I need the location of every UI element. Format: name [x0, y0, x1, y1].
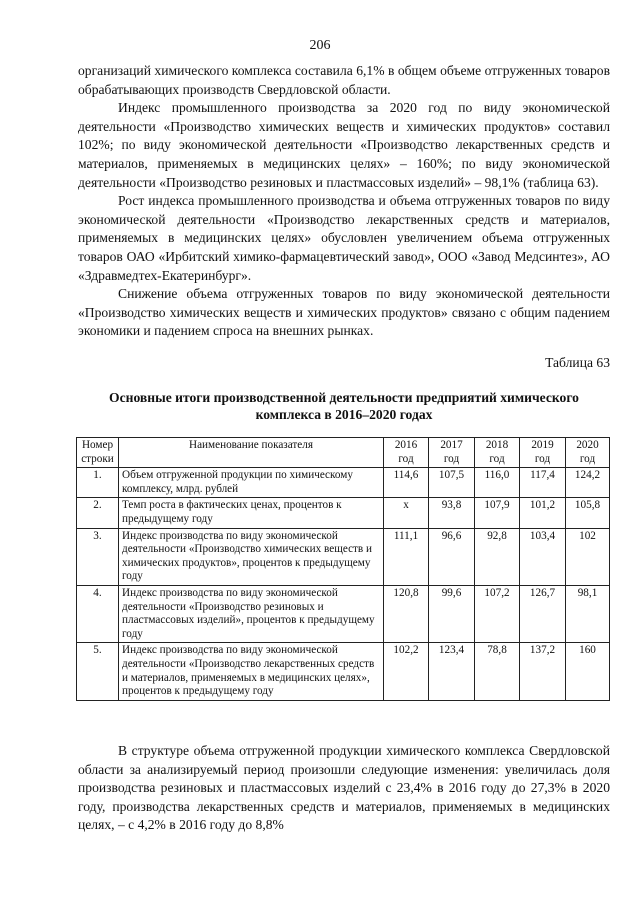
value-2017: 99,6 [429, 585, 475, 642]
row-indicator: Индекс производства по виду экономической деятельности «Производство лекарственных средств и материалов, применяемых в медицинских целях», процентов к предыдущему году [119, 643, 384, 700]
value-2016: 102,2 [384, 643, 429, 700]
value-2018: 107,2 [475, 585, 520, 642]
paragraph-5: В структуре объема отгруженной продукции химического комплекса Свердловской области за анализируемый период произошли следующие изменения: увеличилась доля производства резиновых и пластмассовых изделий с 23,4% в 2016 году до 27,3% в 2020 году, производства лекарственных средств и материалов, применяемых в медицинских целях, – с 4,2% в 2016 году до 8,8% [78, 743, 610, 833]
row-number: 3. [77, 528, 119, 585]
table-label: Таблица 63 [545, 355, 610, 370]
value-2017: 96,6 [429, 528, 475, 585]
value-2019: 137,2 [520, 643, 566, 700]
body-text-top [78, 62, 610, 341]
value-2020: 102 [566, 528, 610, 585]
value-2017: 93,8 [429, 498, 475, 528]
header-2020: 2020 год [566, 438, 610, 468]
row-number: 4. [77, 585, 119, 642]
paragraph-3: Рост индекса промышленного производства и объема отгруженных товаров по виду экономической деятельности «Производство лекарственных средств и материалов, применяемых в медицинских целях» обусловлен увеличением объема отгруженных товаров ОАО «Ирбитский химико-фармацевтический завод», ООО «Завод Медсинтез», АО «Здравмедтех-Екатеринбург». [78, 193, 610, 283]
table-header-row [77, 438, 610, 468]
value-2018: 78,8 [475, 643, 520, 700]
header-2019: 2019 год [520, 438, 566, 468]
paragraph-1: организаций химического комплекса составила 6,1% в общем объеме отгруженных товаров обрабатывающих производств Свердловской области. [78, 63, 610, 97]
value-2016: 120,8 [384, 585, 429, 642]
paragraph-4: Снижение объема отгруженных товаров по виду экономической деятельности «Производство химических веществ и химических продуктов» связано с общим падением экономики и падением спроса на внешних рынках. [78, 286, 610, 339]
row-number: 1. [77, 468, 119, 498]
header-2018: 2018 год [475, 438, 520, 468]
table-row [77, 528, 610, 585]
table-title: Основные итоги производственной деятельности предприятий химического комплекса в 2016–2020 годах [109, 390, 579, 422]
value-2016: 114,6 [384, 468, 429, 498]
value-2016: 111,1 [384, 528, 429, 585]
body-text-bottom [78, 742, 610, 835]
value-2018: 92,8 [475, 528, 520, 585]
table-row [77, 643, 610, 700]
row-indicator: Объем отгруженной продукции по химическому комплексу, млрд. рублей [119, 468, 384, 498]
value-2019: 126,7 [520, 585, 566, 642]
value-2017: 107,5 [429, 468, 475, 498]
value-2019: 101,2 [520, 498, 566, 528]
header-2017: 2017 год [429, 438, 475, 468]
header-number: Номер строки [77, 438, 119, 468]
table-row [77, 498, 610, 528]
header-2016: 2016 год [384, 438, 429, 468]
value-2017: 123,4 [429, 643, 475, 700]
value-2020: 124,2 [566, 468, 610, 498]
results-table [76, 437, 610, 701]
value-2020: 105,8 [566, 498, 610, 528]
table-row [77, 468, 610, 498]
value-2018: 107,9 [475, 498, 520, 528]
value-2019: 117,4 [520, 468, 566, 498]
value-2020: 98,1 [566, 585, 610, 642]
row-number: 5. [77, 643, 119, 700]
paragraph-2: Индекс промышленного производства за 2020 год по виду экономической деятельности «Производство химических веществ и химических продуктов» составил 102%; по виду экономической деятельности «Производство лекарственных средств и материалов, применяемых в медицинских целях» – 160%; по виду экономической деятельности «Производство резиновых и пластмассовых изделий» – 98,1% (таблица 63). [78, 100, 610, 190]
value-2019: 103,4 [520, 528, 566, 585]
value-2018: 116,0 [475, 468, 520, 498]
row-indicator: Темп роста в фактических ценах, процентов к предыдущему году [119, 498, 384, 528]
table-row [77, 585, 610, 642]
value-2020: 160 [566, 643, 610, 700]
row-indicator: Индекс производства по виду экономической деятельности «Производство резиновых и пластмассовых изделий», процентов к предыдущему году [119, 585, 384, 642]
header-indicator: Наименование показателя [119, 438, 384, 468]
row-indicator: Индекс производства по виду экономической деятельности «Производство химических веществ и химических продуктов», процентов к предыдущему году [119, 528, 384, 585]
value-2016: х [384, 498, 429, 528]
row-number: 2. [77, 498, 119, 528]
page-number: 206 [309, 38, 331, 53]
